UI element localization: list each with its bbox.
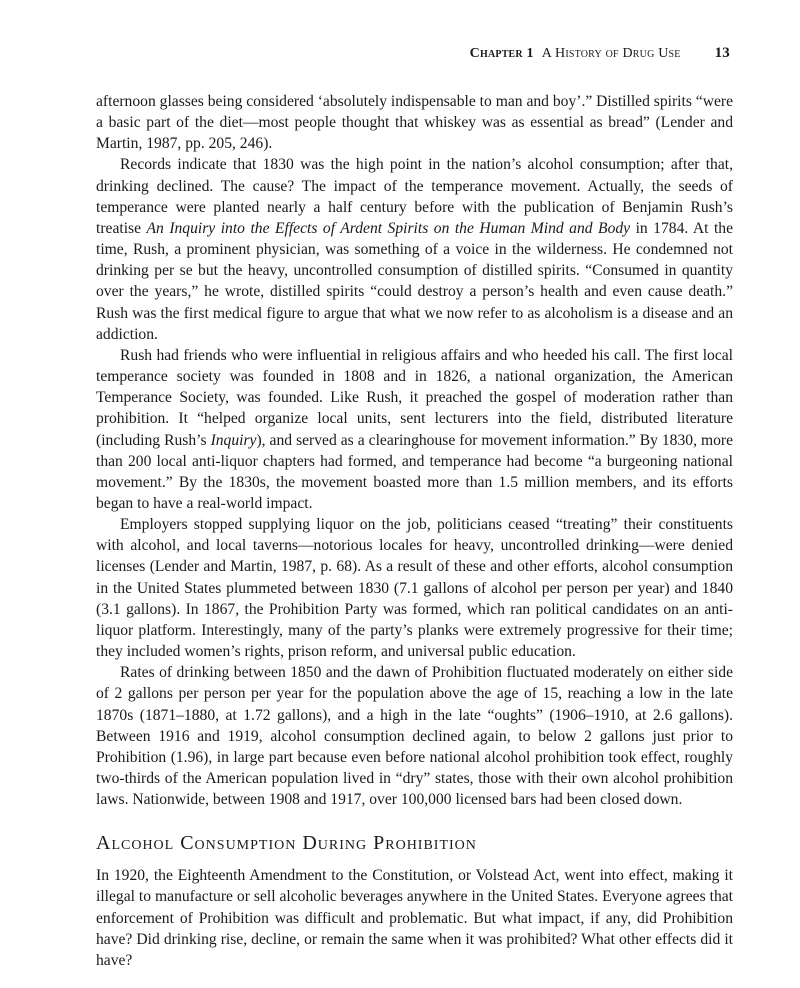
paragraph-continued: afternoon glasses being considered ‘absolutely indispensable to man and boy’.” Distilled spirits “were a basic part of the diet—most people thought that whiskey was as essential as bread” (Lender and Martin, 1987, pp. 205, 246). xyxy=(96,93,734,153)
paragraph-temperance-society xyxy=(96,345,733,514)
paragraph-text: in 1784. At the time, Rush, a prominent physician, was something of a voice in the wilderness. He condemned not drinking per se but the heavy, uncontrolled consumption of distilled spirits. “Consumed in quantity over the years,” he wrote, distilled spirits “could destroy a person’s health and even cause death.” Rush was the first medical figure to argue that what we now refer to as alcoholism is a disease and an addiction. xyxy=(96,219,734,343)
paragraph-text: ), and served as a clearinghouse for movement information.” By 1830, more than 200 local anti-liquor chapters had formed, and temperance had become “a burgeoning national movement.” By the 1830s, the movement boasted more than 1.5 million members, and its efforts began to have a real-world impact. xyxy=(96,431,734,512)
paragraph-text: Rush had friends who were influential in religious affairs and who heeded his call. The first local temperance society was founded in 1808 and in 1826, a national organization, the American Temperance Society, was founded. Like Rush, it preached the gospel of moderation rather than prohibition. It “helped organize local units, sent lecturers into the field, distributed literature (including Rush’s xyxy=(96,346,733,449)
paragraph-prohibition: In 1920, the Eighteenth Amendment to the Constitution, or Volstead Act, went into effect, making it illegal to manufacture or sell alcoholic beverages anywhere in the United States. Everyone agrees that enforcement of Prohibition was difficult and problematic. But what impact, if any, did Prohibition have? Did drinking rise, decline, or remain the same when it was prohibited? What other effects did it have? xyxy=(96,867,733,969)
body-text xyxy=(96,91,733,971)
page-number: 13 xyxy=(714,45,730,61)
running-head xyxy=(470,45,730,62)
paragraph-text: Records indicate that 1830 was the high point in the nation’s alcohol consumption; after that, drinking declined. The cause? The impact of the temperance movement. Actually, the seeds of temperance were planted nearly a half century before with the publication of Benjamin Rush’s treatise xyxy=(96,156,733,237)
paragraph-temperance-origins xyxy=(96,154,733,344)
chapter-label: Chapter 1 xyxy=(469,46,534,61)
book-title: Inquiry xyxy=(210,431,257,449)
paragraph-rates-of-drinking: Rates of drinking between 1850 and the dawn of Prohibition fluctuated moderately on either side of 2 gallons per person per year for the population above the age of 15, reaching a low in the late 1870s (1871–1880, at 1.72 gallons), and a high in the late “oughts” (1906–1910, at 2.6 gallons). Between 1916 and 1919, alcohol consumption declined again, to below 2 gallons just prior to Prohibition (1.96), in large part because even before national alcohol prohibition took effect, roughly two-thirds of the American population lived in “dry” states, those with their own alcohol prohibition laws. Nationwide, between 1908 and 1917, over 100,000 licensed bars had been closed down. xyxy=(96,664,733,809)
paragraph-employers: Employers stopped supplying liquor on the job, politicians ceased “treating” their constituents with alcohol, and local taverns—notorious locales for heavy, uncontrolled drinking—were denied licenses (Lender and Martin, 1987, p. 68). As a result of these and other efforts, alcohol consumption in the United States plummeted between 1830 (7.1 gallons of alcohol per person per year) and 1840 (3.1 gallons). In 1867, the Prohibition Party was formed, which ran political candidates on an anti-liquor platform. Interestingly, many of the party’s planks were extremely progressive for their time; they included women’s rights, prison reform, and universal public education. xyxy=(96,516,733,661)
chapter-title: A History of Drug Use xyxy=(541,46,681,61)
book-title: An Inquiry into the Effects of Ardent Spirits on the Human Mind and Body xyxy=(146,219,631,237)
section-heading: Alcohol Consumption During Prohibition xyxy=(96,832,477,855)
